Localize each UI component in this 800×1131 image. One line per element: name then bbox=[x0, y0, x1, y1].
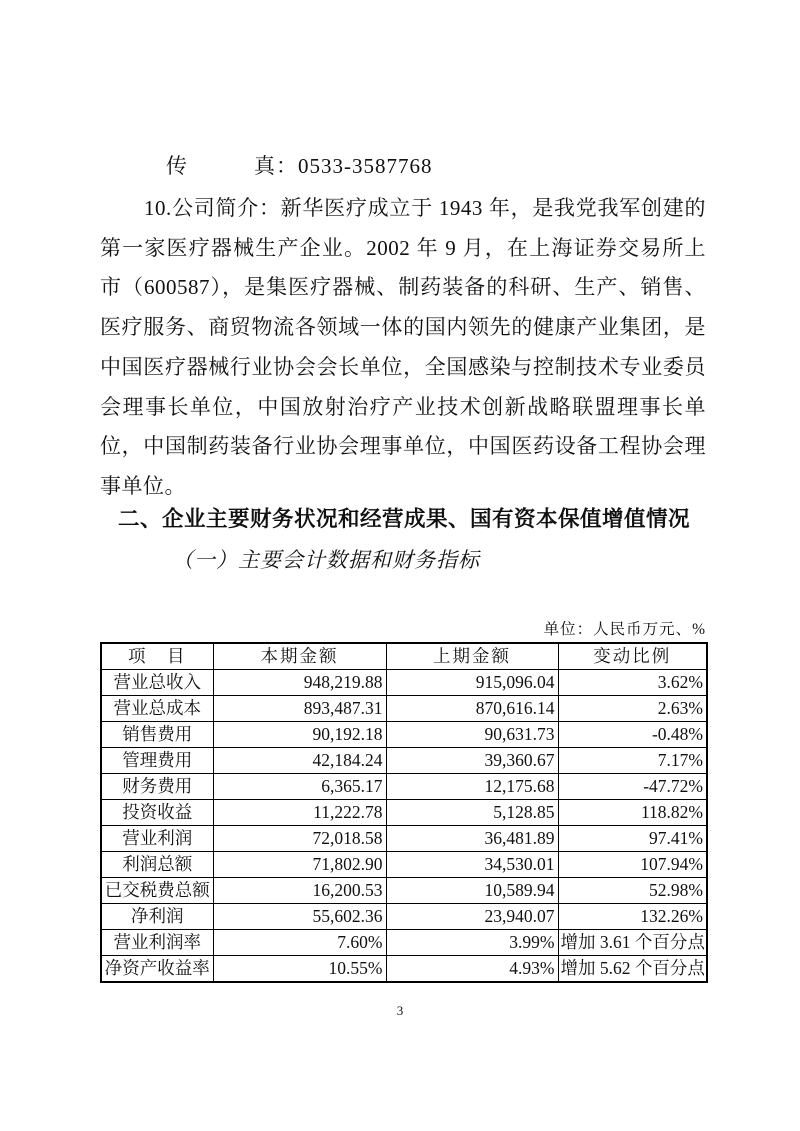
financial-table-body bbox=[101, 670, 707, 983]
table-row bbox=[101, 722, 707, 748]
row-value: 6,365.17 bbox=[213, 774, 386, 800]
subsection-heading: （一）主要会计数据和财务指标 bbox=[172, 548, 480, 572]
table-row bbox=[101, 930, 707, 956]
table-row bbox=[101, 696, 707, 722]
row-value: 23,940.07 bbox=[386, 904, 558, 930]
row-value: 16,200.53 bbox=[213, 878, 386, 904]
row-value: 97.41% bbox=[558, 826, 707, 852]
table-row bbox=[101, 774, 707, 800]
row-value: 5,128.85 bbox=[386, 800, 558, 826]
row-label: 财务费用 bbox=[101, 774, 213, 800]
row-value: 36,481.89 bbox=[386, 826, 558, 852]
row-label: 营业总收入 bbox=[101, 670, 213, 696]
row-value: 7.60% bbox=[213, 930, 386, 956]
column-header: 本期金额 bbox=[213, 643, 386, 670]
row-value: 915,096.04 bbox=[386, 670, 558, 696]
row-value: 7.17% bbox=[558, 748, 707, 774]
row-value: 10,589.94 bbox=[386, 878, 558, 904]
table-row bbox=[101, 904, 707, 930]
row-value: 4.93% bbox=[386, 956, 558, 983]
row-value: 870,616.14 bbox=[386, 696, 558, 722]
unit-note: 单位：人民币万元、% bbox=[543, 621, 706, 638]
table-row bbox=[101, 878, 707, 904]
fax-line: 传 真：0533-3587768 bbox=[166, 154, 433, 178]
table-row bbox=[101, 852, 707, 878]
row-value: 90,631.73 bbox=[386, 722, 558, 748]
row-value: 52.98% bbox=[558, 878, 707, 904]
row-label: 净资产收益率 bbox=[101, 956, 213, 983]
row-value: 39,360.67 bbox=[386, 748, 558, 774]
column-header: 变动比例 bbox=[558, 643, 707, 670]
row-label: 净利润 bbox=[101, 904, 213, 930]
row-value: 948,219.88 bbox=[213, 670, 386, 696]
table-row bbox=[101, 800, 707, 826]
row-value: 增加 5.62 个百分点 bbox=[558, 956, 707, 983]
financial-table-header-row bbox=[101, 643, 707, 670]
financial-table bbox=[100, 642, 708, 983]
row-label: 管理费用 bbox=[101, 748, 213, 774]
row-value: 42,184.24 bbox=[213, 748, 386, 774]
row-value: -0.48% bbox=[558, 722, 707, 748]
row-value: 11,222.78 bbox=[213, 800, 386, 826]
table-row bbox=[101, 748, 707, 774]
row-value: 118.82% bbox=[558, 800, 707, 826]
row-label: 投资收益 bbox=[101, 800, 213, 826]
row-label: 营业利润 bbox=[101, 826, 213, 852]
row-value: 72,018.58 bbox=[213, 826, 386, 852]
row-value: -47.72% bbox=[558, 774, 707, 800]
row-value: 增加 3.61 个百分点 bbox=[558, 930, 707, 956]
row-value: 3.99% bbox=[386, 930, 558, 956]
row-value: 10.55% bbox=[213, 956, 386, 983]
row-value: 2.63% bbox=[558, 696, 707, 722]
column-header: 项 目 bbox=[101, 643, 213, 670]
table-row bbox=[101, 670, 707, 696]
row-label: 销售费用 bbox=[101, 722, 213, 748]
row-value: 90,192.18 bbox=[213, 722, 386, 748]
section-heading: 二、企业主要财务状况和经营成果、国有资本保值增值情况 bbox=[118, 507, 691, 531]
row-label: 营业利润率 bbox=[101, 930, 213, 956]
row-value: 132.26% bbox=[558, 904, 707, 930]
table-row bbox=[101, 956, 707, 983]
column-header: 上期金额 bbox=[386, 643, 558, 670]
row-value: 3.62% bbox=[558, 670, 707, 696]
row-value: 12,175.68 bbox=[386, 774, 558, 800]
row-label: 利润总额 bbox=[101, 852, 213, 878]
row-value: 107.94% bbox=[558, 852, 707, 878]
row-value: 893,487.31 bbox=[213, 696, 386, 722]
row-value: 71,802.90 bbox=[213, 852, 386, 878]
table-row bbox=[101, 826, 707, 852]
company-intro-paragraph: 10.公司简介：新华医疗成立于 1943 年，是我党我军创建的第一家医疗器械生产企业。2002 年 9 月，在上海证券交易所上市（600587），是集医疗器械、制药装备的科研、生产、销售、医疗服务、商贸物流各领域一体的国内领先的健康产业集团，是中国医疗器械行业协会会长单位，全国感染与控制技术专业委员会理事长单位，中国放射治疗产业技术创新战略联盟理事长单位，中国制药装备行业协会理事单位，中国医药设备工程协会理事单位。 bbox=[100, 196, 706, 498]
row-label: 已交税费总额 bbox=[101, 878, 213, 904]
row-value: 34,530.01 bbox=[386, 852, 558, 878]
row-label: 营业总成本 bbox=[101, 696, 213, 722]
row-value: 55,602.36 bbox=[213, 904, 386, 930]
page-number: 3 bbox=[396, 1003, 404, 1018]
